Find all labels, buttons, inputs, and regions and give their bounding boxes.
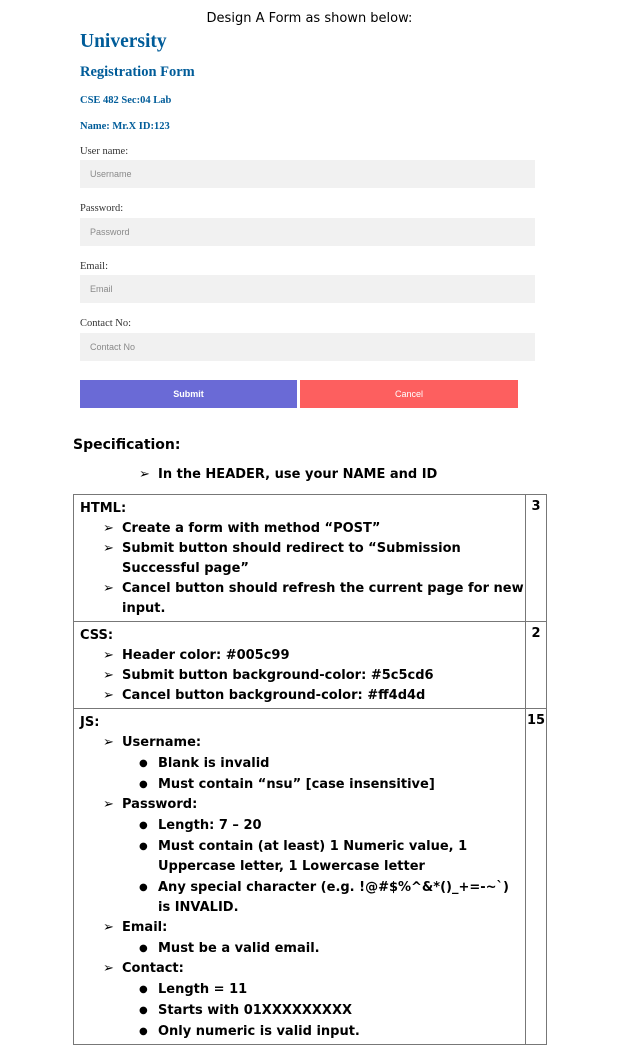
cancel-button[interactable]: Cancel (300, 380, 518, 408)
course-label: CSE 482 Sec:04 Lab (80, 95, 172, 106)
password-input[interactable] (80, 218, 535, 246)
arrow-bullet-icon: ➢ (103, 735, 114, 750)
username-label: User name: (80, 146, 129, 157)
dot-bullet-icon: ● (139, 820, 148, 831)
list-item: ➢ Password: (80, 795, 525, 815)
arrow-bullet-icon: ➢ (139, 467, 150, 482)
spec-header-note (139, 467, 437, 482)
list-item: ● Only numeric is valid input. (80, 1022, 525, 1042)
password-label: Password: (80, 203, 124, 214)
dot-bullet-icon: ● (139, 841, 148, 852)
list-item: ➢ Contact: (80, 959, 525, 979)
spec-row-heading: HTML: (80, 501, 127, 516)
arrow-bullet-icon: ➢ (103, 648, 114, 663)
list-item: ➢ Email: (80, 918, 525, 938)
arrow-bullet-icon: ➢ (103, 688, 114, 703)
dot-bullet-icon: ● (139, 779, 148, 790)
header-note-text: In the HEADER, use your NAME and ID (158, 467, 438, 482)
spec-row-heading: CSS: (80, 628, 114, 643)
list-item: ➢ Submit button background-color: #5c5cd6 (80, 666, 525, 686)
arrow-bullet-icon: ➢ (103, 961, 114, 976)
list-item: ➢ Cancel button background-color: #ff4d4d (80, 686, 525, 706)
arrow-bullet-icon: ➢ (103, 920, 114, 935)
dot-bullet-icon: ● (139, 943, 148, 954)
dot-bullet-icon: ● (139, 758, 148, 769)
email-input[interactable] (80, 275, 535, 303)
email-label: Email: (80, 261, 108, 272)
spec-row-marks: 3 (526, 495, 547, 622)
list-item: ➢ Submit button should redirect to “Submission Successful page” (103, 541, 461, 576)
spec-row-html (74, 495, 547, 622)
university-title: University (80, 31, 167, 52)
list-item: ● Any special character (e.g. !@#$%^&*()_+=-~`) is INVALID. (139, 880, 509, 915)
arrow-bullet-icon: ➢ (103, 668, 114, 683)
list-item: ➢ Header color: #005c99 (80, 646, 525, 666)
dot-bullet-icon: ● (139, 1026, 148, 1037)
list-item: ● Blank is invalid (80, 754, 525, 774)
list-item: ● Length = 11 (80, 980, 525, 1000)
submit-button[interactable]: Submit (80, 380, 297, 408)
arrow-bullet-icon: ➢ (103, 797, 114, 812)
specification-table (73, 494, 547, 1045)
document-title: Design A Form as shown below: (206, 11, 413, 26)
username-input[interactable] (80, 160, 535, 188)
list-item: ● Must contain “nsu” [case insensitive] (80, 775, 525, 795)
list-item: ● Starts with 01XXXXXXXXX (80, 1001, 525, 1021)
contact-input[interactable] (80, 333, 535, 361)
spec-row-js (74, 709, 547, 1045)
list-item: ● Must contain (at least) 1 Numeric value, 1 Uppercase letter, 1 Lowercase letter (139, 839, 468, 874)
spec-row-css (74, 622, 547, 709)
list-item: ➢ Cancel button should refresh the current page for new input. (103, 581, 524, 616)
spec-row-marks: 15 (526, 709, 547, 1045)
list-item: ● Must be a valid email. (80, 939, 525, 959)
spec-row-heading: JS: (80, 715, 100, 730)
arrow-bullet-icon: ➢ (103, 521, 114, 536)
arrow-bullet-icon: ➢ (103, 541, 114, 556)
name-id-label: Name: Mr.X ID:123 (80, 121, 170, 132)
contact-label: Contact No: (80, 318, 132, 329)
arrow-bullet-icon: ➢ (103, 581, 114, 596)
registration-form-title: Registration Form (80, 64, 195, 80)
dot-bullet-icon: ● (139, 1005, 148, 1016)
dot-bullet-icon: ● (139, 984, 148, 995)
list-item: ➢ Create a form with method “POST” (80, 519, 525, 539)
spec-row-marks: 2 (526, 622, 547, 709)
list-item: ➢ Username: (80, 733, 525, 753)
specification-title: Specification: (73, 437, 181, 453)
dot-bullet-icon: ● (139, 882, 148, 893)
list-item: ● Length: 7 – 20 (80, 816, 525, 836)
